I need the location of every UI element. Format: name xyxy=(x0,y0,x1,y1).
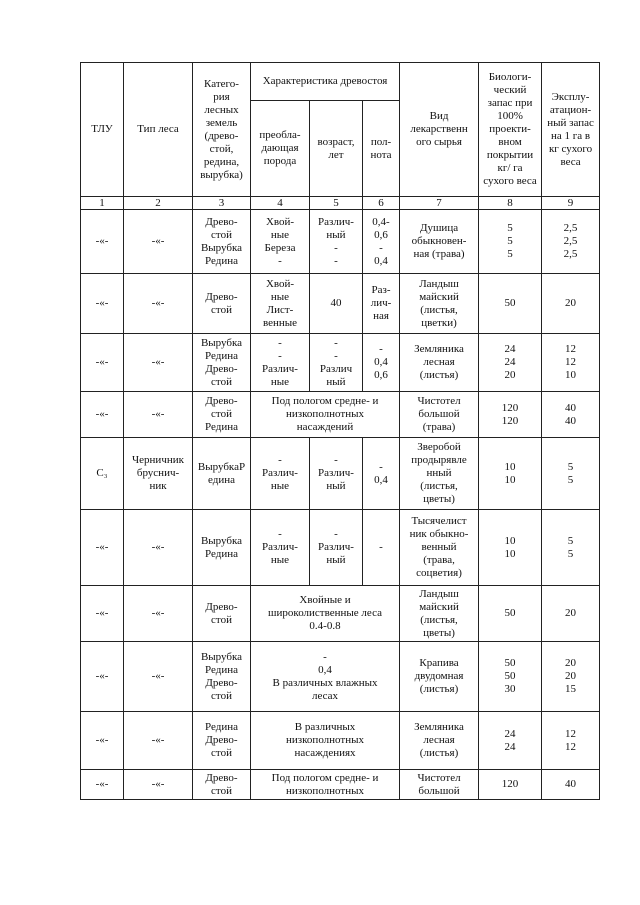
cell-line: ные xyxy=(270,228,290,241)
density-cell xyxy=(363,510,400,586)
cell-line: 10 xyxy=(504,473,516,486)
cell-line: - xyxy=(278,254,282,267)
cell-line: Редина xyxy=(205,254,238,267)
exploitation-stock-cell xyxy=(542,712,600,770)
forest-type-cell xyxy=(124,510,193,586)
cell-line: ный xyxy=(326,554,346,566)
dominant-species-cell xyxy=(251,334,310,392)
biological-stock-cell xyxy=(479,770,542,800)
cell-line: Под пологом средне- и xyxy=(271,771,379,784)
header-biological-stock: Биологи- ческий запас при 100% проекти- вном покрытии кг/ га сухого веса xyxy=(479,63,542,197)
cell-line: Лист- xyxy=(266,303,294,316)
cell-line: (листья) xyxy=(419,747,459,759)
cell-line: Редина xyxy=(205,663,238,676)
stand-characteristics-merged-cell xyxy=(251,586,400,642)
cell-line: лесная xyxy=(423,734,455,746)
cell-line: 2,5 xyxy=(563,222,578,234)
cell-line: В различных влажных xyxy=(272,676,378,689)
cell-line: Древо- xyxy=(205,290,238,303)
forest-type-cell xyxy=(124,586,193,642)
cell-line: Ландыш xyxy=(419,277,459,290)
cell-line: двудомная xyxy=(414,670,464,682)
cell-line: Древо- xyxy=(205,215,238,228)
cell-line: -«- xyxy=(95,734,109,746)
cell-line: 50 xyxy=(504,670,516,682)
cell-line: - xyxy=(278,336,282,349)
tlu-cell xyxy=(81,770,124,800)
cell-line: - xyxy=(323,650,327,663)
cell-line: низкополнотных xyxy=(286,734,364,746)
header-land-category: Катего- рия лесных земель (древо- стой, редина, вырубка) xyxy=(193,63,251,197)
cell-line: 20 xyxy=(565,297,577,309)
cell-line: -«- xyxy=(95,670,109,682)
land-category-cell xyxy=(193,392,251,438)
cell-line: Древо- xyxy=(205,362,238,375)
cell-line: -«- xyxy=(95,541,109,553)
cell-line: 20 xyxy=(565,607,577,619)
raw-material-cell xyxy=(400,274,479,334)
header-age: возраст, лет xyxy=(310,101,363,197)
cell-line: Береза xyxy=(264,241,296,254)
raw-material-cell xyxy=(400,642,479,712)
cell-line: -«- xyxy=(95,356,109,368)
land-category-cell xyxy=(193,642,251,712)
cell-line: ный xyxy=(326,228,346,241)
cell-line: цветы) xyxy=(423,626,455,639)
cell-line: -«- xyxy=(151,408,165,420)
cell-line: -«- xyxy=(151,778,165,790)
cell-line: Древо- xyxy=(205,734,238,746)
cell-line: Различ- xyxy=(318,215,354,228)
cell-line: стой xyxy=(211,689,232,702)
tlu-cell xyxy=(81,642,124,712)
cell-line: 10 xyxy=(504,534,516,547)
tlu-cell xyxy=(81,586,124,642)
cell-line: 12 xyxy=(565,740,577,753)
cell-line: ник xyxy=(149,480,167,492)
column-number: 6 xyxy=(363,197,400,210)
cell-line: -«- xyxy=(151,541,165,553)
cell-line: низкополнотных xyxy=(286,408,364,420)
raw-material-cell xyxy=(400,392,479,438)
exploitation-stock-cell xyxy=(542,334,600,392)
dominant-species-cell xyxy=(251,210,310,274)
cell-line: цветы) xyxy=(423,493,455,505)
age-cell xyxy=(310,210,363,274)
biological-stock-cell xyxy=(479,274,542,334)
cell-line: Хвой- xyxy=(265,215,295,228)
cell-line: 0,4 xyxy=(374,473,388,486)
land-category-cell xyxy=(193,586,251,642)
cell-line: -«- xyxy=(95,607,109,619)
cell-line: 20 xyxy=(504,369,516,381)
cell-line: ные xyxy=(270,480,290,492)
cell-line: 5 xyxy=(507,248,513,260)
cell-line: 0.4-0.8 xyxy=(309,620,341,632)
cell-line: Редина xyxy=(205,547,238,560)
cell-line: - xyxy=(379,460,383,473)
biological-stock-cell xyxy=(479,334,542,392)
cell-line: бруснич- xyxy=(136,467,180,479)
column-numbers-row xyxy=(81,197,600,210)
cell-line: 50 xyxy=(504,607,516,619)
stand-characteristics-merged-cell xyxy=(251,392,400,438)
cell-line: - xyxy=(334,454,338,466)
cell-line: ные xyxy=(270,290,290,303)
cell-line: -«- xyxy=(95,408,109,420)
forest-type-cell xyxy=(124,334,193,392)
cell-line: 12 xyxy=(565,727,577,740)
cell-line: 120 xyxy=(501,414,519,427)
cell-line: 10 xyxy=(504,460,516,473)
cell-line: Древо- xyxy=(205,771,238,784)
cell-line: Различ- xyxy=(318,541,354,553)
cell-line: майский xyxy=(419,600,459,613)
exploitation-stock-cell xyxy=(542,510,600,586)
density-cell xyxy=(363,334,400,392)
cell-line: низкополнотных xyxy=(286,784,364,797)
biological-stock-cell xyxy=(479,642,542,712)
cell-line: - xyxy=(379,541,383,553)
tlu-cell xyxy=(81,392,124,438)
cell-line: Различ- xyxy=(318,467,354,479)
column-number: 1 xyxy=(81,197,124,210)
header-forest-type: Тип леса xyxy=(124,63,193,197)
cell-line: ник обыкно- xyxy=(409,528,469,540)
tlu-cell xyxy=(81,510,124,586)
cell-line: Раз- xyxy=(371,284,391,296)
cell-line: Редина xyxy=(205,721,238,733)
cell-line: Чистотел xyxy=(417,395,461,407)
biological-stock-cell xyxy=(479,210,542,274)
exploitation-stock-cell xyxy=(542,274,600,334)
biological-stock-cell xyxy=(479,586,542,642)
cell-line: майский xyxy=(419,290,459,303)
cell-line: Вырубка xyxy=(200,534,243,547)
cell-line: 0,6 xyxy=(374,228,388,241)
header-dominant-species: преобла- дающая порода xyxy=(251,101,310,197)
forest-type-cell xyxy=(124,712,193,770)
cell-line: 40 xyxy=(565,778,577,790)
cell-line: 0,4 xyxy=(374,356,388,368)
cell-line: обыкновен- xyxy=(411,235,467,247)
header-tlu: ТЛУ xyxy=(81,63,124,197)
cell-line: - xyxy=(334,241,338,254)
exploitation-stock-cell xyxy=(542,210,600,274)
table-row xyxy=(81,510,600,586)
cell-line: 2,5 xyxy=(563,235,578,247)
density-cell xyxy=(363,210,400,274)
tlu-cell xyxy=(81,712,124,770)
cell-line: Вырубка xyxy=(200,650,243,663)
header-exploitation-stock: Эксплу- атацион- ный запас на 1 га в кг сухого веса xyxy=(542,63,600,197)
cell-line: большой xyxy=(418,408,460,420)
cell-line: Душица xyxy=(419,222,459,234)
cell-line: - xyxy=(334,349,338,362)
cell-line: Черничник xyxy=(132,454,184,466)
cell-line: стой xyxy=(211,303,232,316)
biological-stock-cell xyxy=(479,712,542,770)
raw-material-cell xyxy=(400,210,479,274)
exploitation-stock-cell xyxy=(542,770,600,800)
table-row xyxy=(81,770,600,800)
stand-characteristics-merged-cell xyxy=(251,642,400,712)
cell-line: 0,4 xyxy=(318,663,332,676)
cell-line: - xyxy=(278,349,282,362)
biological-stock-cell xyxy=(479,510,542,586)
cell-line: продырявле xyxy=(411,454,467,466)
cell-line: большой xyxy=(418,784,460,797)
biological-stock-cell xyxy=(479,392,542,438)
cell-line: - xyxy=(278,454,282,466)
cell-line: -«- xyxy=(95,235,109,247)
cell-line: (листья) xyxy=(419,369,459,381)
cell-line: 40 xyxy=(565,414,577,427)
cell-line: 0,6 xyxy=(374,369,388,381)
cell-line: стой xyxy=(211,408,232,420)
forest-type-cell xyxy=(124,642,193,712)
cell-line: 5 xyxy=(567,547,574,560)
column-number: 9 xyxy=(542,197,600,210)
dominant-species-cell xyxy=(251,438,310,510)
cell-line: 10 xyxy=(504,547,516,560)
cell-line: -«- xyxy=(95,778,109,790)
cell-line: лич- xyxy=(370,297,392,309)
raw-material-cell xyxy=(400,770,479,800)
cell-line: -«- xyxy=(151,607,165,619)
cell-line: 24 xyxy=(504,356,516,368)
cell-line: Редина xyxy=(205,349,238,362)
age-cell xyxy=(310,510,363,586)
exploitation-stock-cell xyxy=(542,586,600,642)
header-stand-characteristics: Характеристика древостоя xyxy=(251,63,400,101)
cell-line: 5 xyxy=(567,473,574,486)
column-number: 4 xyxy=(251,197,310,210)
land-category-cell xyxy=(193,712,251,770)
cell-line: 24 xyxy=(504,343,516,355)
column-number: 3 xyxy=(193,197,251,210)
raw-material-cell xyxy=(400,510,479,586)
land-category-cell xyxy=(193,510,251,586)
cell-line: Хвой- xyxy=(265,277,295,290)
table-row xyxy=(81,642,600,712)
land-category-cell xyxy=(193,210,251,274)
cell-line: стой xyxy=(211,375,232,388)
forest-type-cell xyxy=(124,210,193,274)
cell-line: (листья) xyxy=(419,683,459,695)
cell-line: -«- xyxy=(151,297,165,309)
age-cell xyxy=(310,274,363,334)
density-cell xyxy=(363,274,400,334)
table-row xyxy=(81,392,600,438)
cell-line: насаждений xyxy=(296,421,354,433)
cell-line: -«- xyxy=(151,235,165,247)
cell-line: 0,4- xyxy=(372,215,390,228)
tlu-cell xyxy=(81,210,124,274)
cell-line: лесах xyxy=(311,689,339,702)
cell-line: Зверобой xyxy=(417,441,461,453)
cell-line: Земляника xyxy=(414,343,464,355)
cell-line: Древо- xyxy=(205,676,238,689)
cell-line: - xyxy=(278,528,282,540)
exploitation-stock-cell xyxy=(542,392,600,438)
cell-line: -«- xyxy=(95,297,109,309)
exploitation-stock-cell xyxy=(542,438,600,510)
cell-line: Чистотел xyxy=(417,771,461,784)
cell-line: соцветия) xyxy=(416,567,462,579)
column-number: 5 xyxy=(310,197,363,210)
biological-stock-cell xyxy=(479,438,542,510)
cell-line: 5 xyxy=(567,460,574,473)
column-number: 8 xyxy=(479,197,542,210)
cell-line: -«- xyxy=(151,670,165,682)
cell-line: - xyxy=(379,241,383,254)
column-number: 7 xyxy=(400,197,479,210)
forest-type-cell xyxy=(124,392,193,438)
cell-line: Под пологом средне- и xyxy=(271,395,379,407)
tlu-cell xyxy=(81,334,124,392)
land-category-cell xyxy=(193,274,251,334)
cell-line: ные xyxy=(270,375,290,388)
age-cell xyxy=(310,438,363,510)
cell-line: Различ- xyxy=(262,541,298,553)
cell-line: Вырубка xyxy=(200,336,243,349)
cell-line: - xyxy=(334,528,338,540)
forest-type-cell xyxy=(124,438,193,510)
cell-line: 30 xyxy=(504,683,516,695)
cell-line: Редина xyxy=(205,421,238,433)
medicinal-raw-materials-table xyxy=(80,62,600,800)
cell-line: (листья, xyxy=(420,613,458,626)
cell-line: Хвойные и xyxy=(299,594,351,606)
header-row-top xyxy=(81,63,600,101)
cell-line: (трава) xyxy=(422,421,456,433)
tlu-cell xyxy=(81,438,124,510)
cell-line: 0,4 xyxy=(374,254,388,267)
cell-line: -«- xyxy=(151,734,165,746)
land-category-cell xyxy=(193,438,251,510)
cell-line: - xyxy=(334,254,338,267)
forest-type-cell xyxy=(124,770,193,800)
cell-line: 50 xyxy=(504,657,516,669)
cell-line: -«- xyxy=(151,356,165,368)
cell-line: 24 xyxy=(504,740,516,753)
cell-line: лесная xyxy=(423,356,455,368)
cell-line: 15 xyxy=(565,683,577,695)
exploitation-stock-cell xyxy=(542,642,600,712)
column-number: 2 xyxy=(124,197,193,210)
header-raw-material: Вид лекарственн ого сырья xyxy=(400,63,479,197)
cell-line: 2,5 xyxy=(563,248,578,260)
cell-line: ная (трава) xyxy=(413,248,465,260)
cell-line: стой xyxy=(211,613,232,626)
land-category-cell xyxy=(193,770,251,800)
table-row xyxy=(81,712,600,770)
cell-line: - xyxy=(379,343,383,355)
cell-line: венный xyxy=(421,541,457,553)
dominant-species-cell xyxy=(251,274,310,334)
stand-characteristics-merged-cell xyxy=(251,712,400,770)
cell-line: ные xyxy=(270,554,290,566)
cell-line: 24 xyxy=(504,727,516,740)
cell-line: Древо- xyxy=(205,600,238,613)
cell-line: Крапива xyxy=(419,657,459,669)
cell-line: едина xyxy=(208,473,235,486)
cell-line: Вырубка xyxy=(200,241,243,254)
table-row xyxy=(81,274,600,334)
cell-line: стой xyxy=(211,228,232,241)
cell-line: Ландыш xyxy=(419,587,459,600)
cell-line: 40 xyxy=(330,297,342,309)
cell-line: 5 xyxy=(567,534,574,547)
cell-line: цветки) xyxy=(421,316,457,329)
cell-line: стой xyxy=(211,784,232,797)
cell-line: - xyxy=(334,336,338,349)
cell-line: широколиственные леса xyxy=(268,607,382,619)
cell-line: (трава, xyxy=(423,554,455,566)
table-row xyxy=(81,438,600,510)
header-density: пол- нота xyxy=(363,101,400,197)
dominant-species-cell xyxy=(251,510,310,586)
cell-line: С₃ xyxy=(96,467,108,479)
tlu-cell xyxy=(81,274,124,334)
cell-line: ная xyxy=(373,310,389,322)
cell-line: Различ- xyxy=(262,362,298,375)
cell-line: (листья, xyxy=(420,303,458,316)
cell-line: ный xyxy=(326,375,346,388)
cell-line: Различ xyxy=(319,362,353,375)
cell-line: Земляника xyxy=(414,721,464,733)
cell-line: 50 xyxy=(504,297,516,309)
age-cell xyxy=(310,334,363,392)
cell-line: 12 xyxy=(565,356,577,368)
table-row xyxy=(81,334,600,392)
table-row xyxy=(81,210,600,274)
cell-line: 40 xyxy=(565,401,577,414)
cell-line: насаждениях xyxy=(294,747,356,759)
cell-line: 120 xyxy=(501,778,519,790)
cell-line: Древо- xyxy=(205,395,238,407)
density-cell xyxy=(363,438,400,510)
stand-characteristics-merged-cell xyxy=(251,770,400,800)
cell-line: 20 xyxy=(565,657,577,669)
cell-line: 12 xyxy=(565,343,577,355)
cell-line: 5 xyxy=(507,235,513,247)
raw-material-cell xyxy=(400,438,479,510)
raw-material-cell xyxy=(400,334,479,392)
cell-line: 120 xyxy=(501,401,519,414)
cell-line: (листья, xyxy=(420,480,458,492)
forest-type-cell xyxy=(124,274,193,334)
cell-line: ВырубкаР xyxy=(197,460,246,473)
cell-line: нный xyxy=(426,467,452,479)
table-body xyxy=(81,210,600,800)
cell-line: стой xyxy=(211,747,232,759)
land-category-cell xyxy=(193,334,251,392)
cell-line: 10 xyxy=(565,369,577,381)
cell-line: 20 xyxy=(565,670,577,682)
table-row xyxy=(81,586,600,642)
raw-material-cell xyxy=(400,712,479,770)
cell-line: ный xyxy=(326,480,346,492)
cell-line: Различ- xyxy=(262,467,298,479)
raw-material-cell xyxy=(400,586,479,642)
cell-line: венные xyxy=(262,316,298,329)
cell-line: Тысячелист xyxy=(411,515,467,527)
cell-line: 5 xyxy=(507,222,513,234)
cell-line: В различных xyxy=(294,721,356,733)
